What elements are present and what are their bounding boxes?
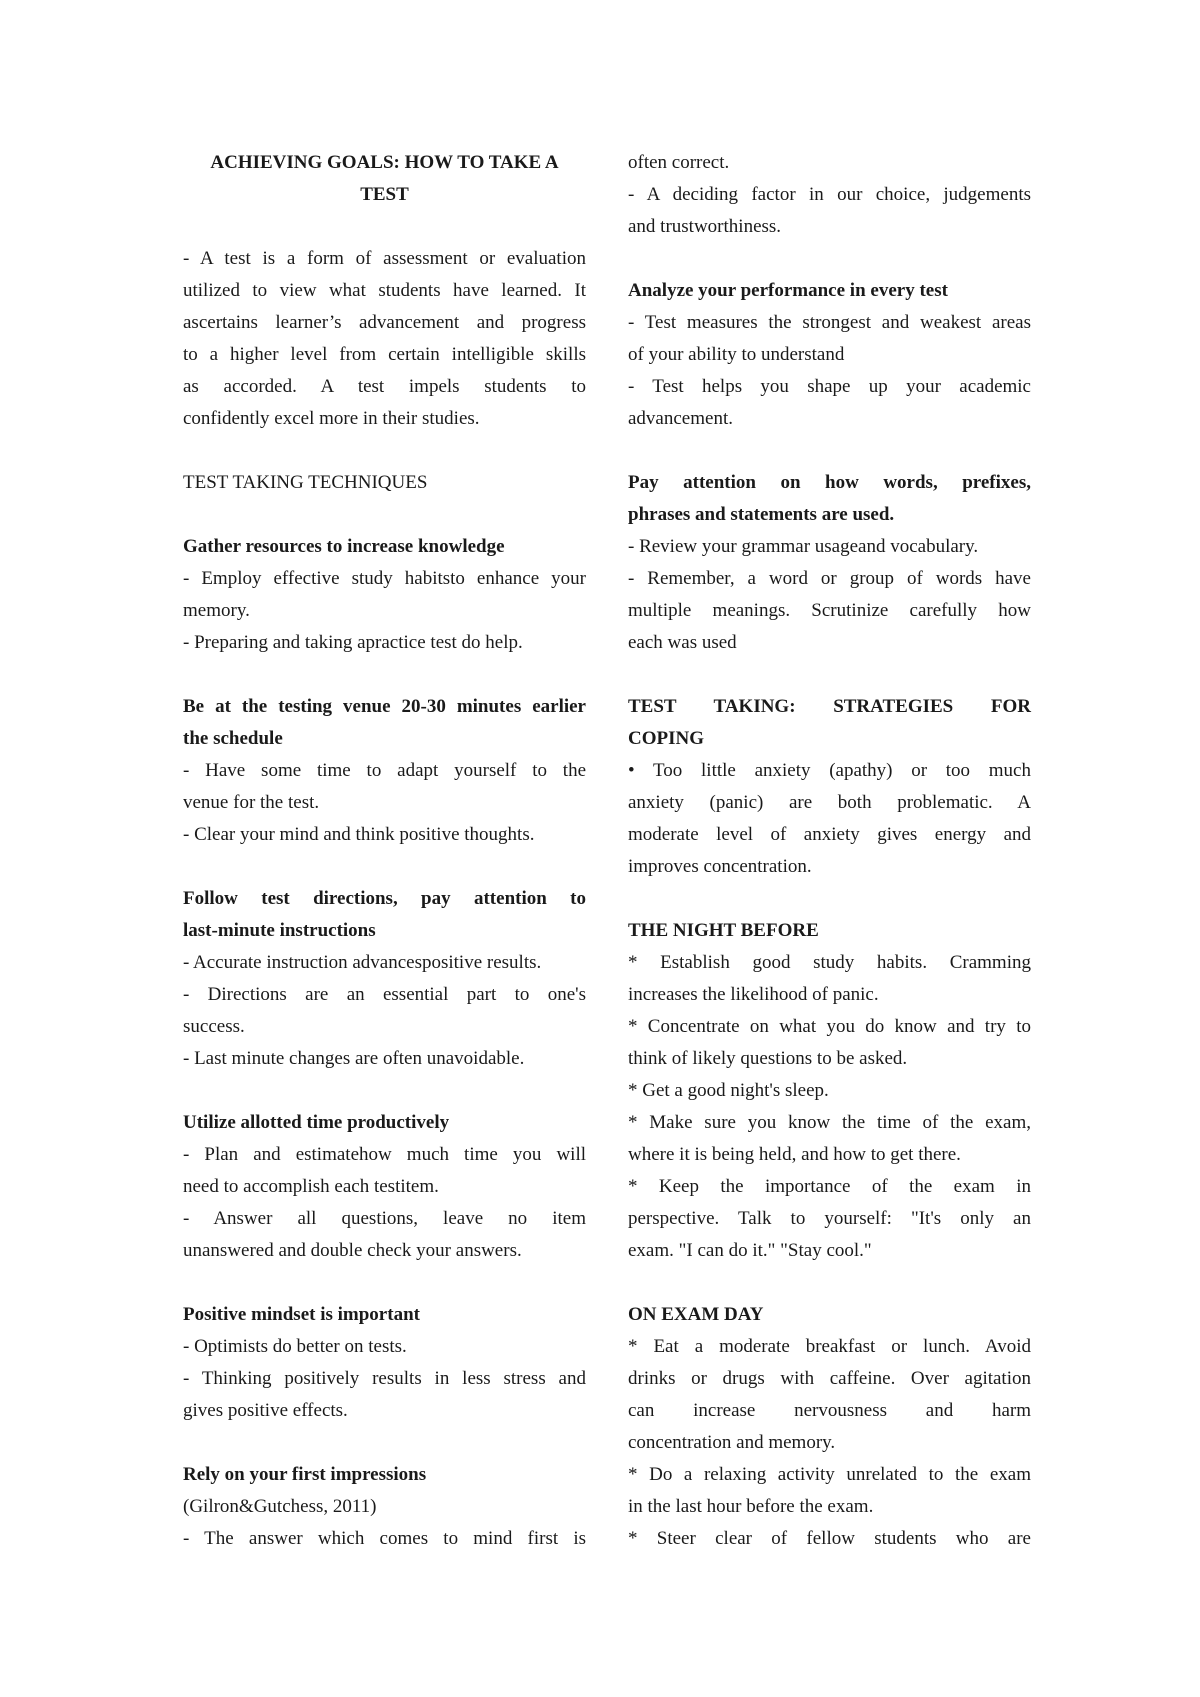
text-line: - A deciding factor in our choice, judgements [628,184,1031,205]
section-heading-line: TEST TAKING: STRATEGIES FOR [628,696,1031,717]
section-heading-line: Positive mindset is important [183,1304,420,1325]
text-line: * Keep the importance of the exam in [628,1176,1031,1197]
text-line: - Remember, a word or group of words have [628,568,1031,589]
section-heading-line: Utilize allotted time productively [183,1112,450,1133]
text-line: - Test measures the strongest and weakest areas [628,312,1031,333]
text-line: exam. "I can do it." "Stay cool." [628,1240,872,1261]
text-line: - Have some time to adapt yourself to the [183,760,586,781]
text-line: - Optimists do better on tests. [183,1336,407,1357]
text-line: to a higher level from certain intelligible skills [183,344,586,365]
text-line: multiple meanings. Scrutinize carefully how [628,600,1031,621]
paragraph-gap [183,211,586,243]
text-line: anxiety (panic) are both problematic. A [628,792,1031,813]
text-line: * Get a good night's sleep. [628,1080,829,1101]
text-line: confidently excel more in their studies. [183,408,480,429]
text-line: - A test is a form of assessment or evaluation [183,248,586,269]
text-line: - Clear your mind and think positive thoughts. [183,824,535,845]
text-line: moderate level of anxiety gives energy and [628,824,1031,845]
text-line: gives positive effects. [183,1400,348,1421]
text-line: • Too little anxiety (apathy) or too much [628,760,1031,781]
text-line: each was used [628,632,737,653]
text-line: * Make sure you know the time of the exam, [628,1112,1031,1133]
paragraph-gap [628,659,1031,691]
text-line: memory. [183,600,250,621]
section-heading-line: Gather resources to increase knowledge [183,536,505,557]
paragraph-gap [183,851,586,883]
text-line: - Employ effective study habitsto enhance your [183,568,586,589]
text-line: - Accurate instruction advancespositive results. [183,952,542,973]
section-heading-line: Follow test directions, pay attention to [183,888,586,909]
text-line: venue for the test. [183,792,320,813]
text-line: ascertains learner’s advancement and progress [183,312,586,333]
section-heading-line: THE NIGHT BEFORE [628,920,819,941]
text-line: concentration and memory. [628,1432,836,1453]
text-line: of your ability to understand [628,344,845,365]
text-line: (Gilron&Gutchess, 2011) [183,1496,377,1517]
paragraph-gap [628,435,1031,467]
text-line: in the last hour before the exam. [628,1496,874,1517]
text-line: - Plan and estimatehow much time you will [183,1144,586,1165]
text-line: unanswered and double check your answers. [183,1240,522,1261]
text-line: advancement. [628,408,733,429]
text-line: drinks or drugs with caffeine. Over agitation [628,1368,1031,1389]
text-line: as accorded. A test impels students to [183,376,586,397]
text-line: - Directions are an essential part to one's [183,984,586,1005]
text-line: - Review your grammar usageand vocabulary. [628,536,979,557]
text-line: * Steer clear of fellow students who are [628,1528,1031,1549]
section-heading-line: the schedule [183,728,283,749]
paragraph-gap [183,499,586,531]
left-text-column [183,147,586,1555]
right-text-column [628,147,1031,1555]
paragraph-gap [628,243,1031,275]
text-line: - Preparing and taking apractice test do help. [183,632,523,653]
text-line: * Concentrate on what you do know and try to [628,1016,1031,1037]
text-line: perspective. Talk to yourself: "It's only an [628,1208,1031,1229]
paragraph-gap [183,435,586,467]
text-line: success. [183,1016,245,1037]
section-heading-line: ACHIEVING GOALS: HOW TO TAKE A [210,152,559,173]
text-line: think of likely questions to be asked. [628,1048,908,1069]
text-line: need to accomplish each testitem. [183,1176,439,1197]
text-line: - Test helps you shape up your academic [628,376,1031,397]
section-heading-line: last-minute instructions [183,920,376,941]
text-line: increases the likelihood of panic. [628,984,879,1005]
text-line: * Establish good study habits. Cramming [628,952,1031,973]
text-line: improves concentration. [628,856,812,877]
paragraph-gap [628,1267,1031,1299]
paragraph-gap [183,659,586,691]
text-line: - Last minute changes are often unavoidable. [183,1048,525,1069]
paragraph-gap [183,1427,586,1459]
paragraph-gap [628,883,1031,915]
paragraph-gap [183,1075,586,1107]
section-heading-line: phrases and statements are used. [628,504,895,525]
paragraph-gap [183,1267,586,1299]
text-line: - Thinking positively results in less stress and [183,1368,586,1389]
text-line: and trustworthiness. [628,216,782,237]
text-line: utilized to view what students have learned. It [183,280,586,301]
section-heading-line: ON EXAM DAY [628,1304,764,1325]
text-line: * Eat a moderate breakfast or lunch. Avoid [628,1336,1031,1357]
text-line: TEST TAKING TECHNIQUES [183,472,428,493]
section-heading-line: COPING [628,728,704,749]
section-heading-line: Pay attention on how words, prefixes, [628,472,1031,493]
section-heading-line: Rely on your first impressions [183,1464,427,1485]
section-heading-line: TEST [360,184,409,205]
text-line: - Answer all questions, leave no item [183,1208,586,1229]
text-line: where it is being held, and how to get there. [628,1144,961,1165]
text-line: can increase nervousness and harm [628,1400,1031,1421]
section-heading-line: Analyze your performance in every test [628,280,948,301]
text-line: * Do a relaxing activity unrelated to the exam [628,1464,1031,1485]
section-heading-line: Be at the testing venue 20-30 minutes earlier [183,696,586,717]
text-line: often correct. [628,152,730,173]
text-line: - The answer which comes to mind first is [183,1528,586,1549]
